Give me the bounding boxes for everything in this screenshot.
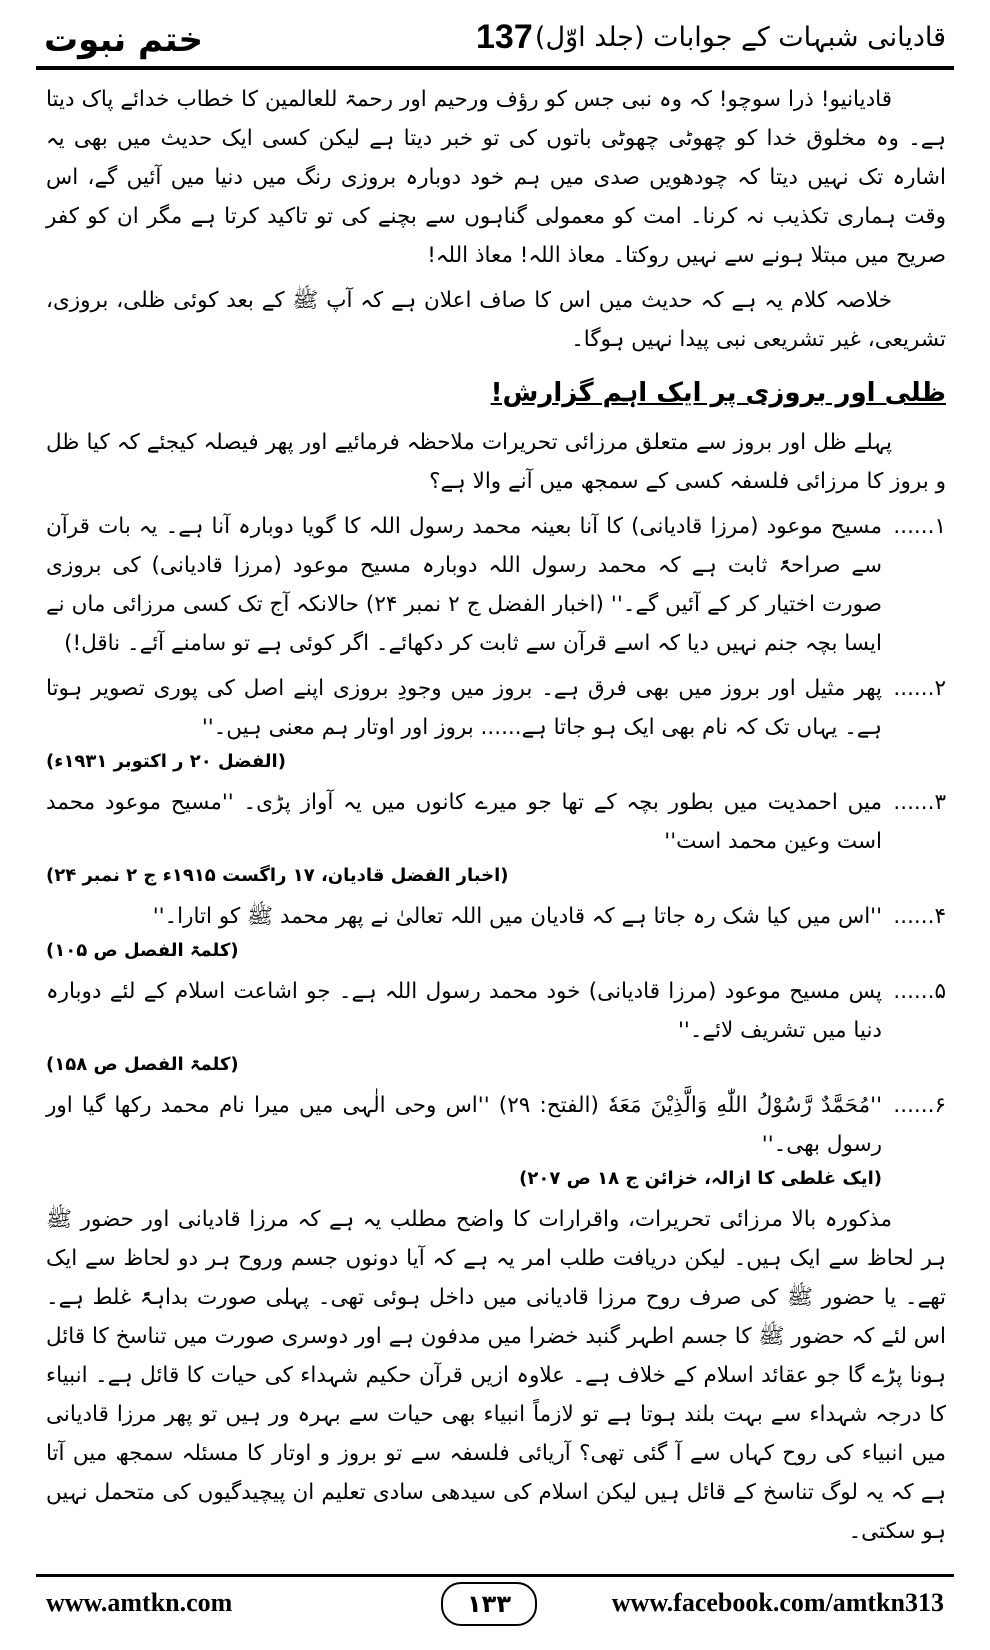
item-reference: (کلمۃ الفصل ص ۱۵۸) [46,1054,239,1075]
conclusion-paragraph: مذکورہ بالا مرزائی تحریرات، واقرارات کا واضح مطلب یہ ہے کہ مرزا قادیانی اور حضور ﷺ ہر لحاظ سے ایک ہیں۔ لیکن دریافت طلب امر یہ ہے کہ آیا دونوں جسم وروح ہر دو لحاظ سے ایک تھے۔ یا حضور ﷺ کی صرف روح مرزا قادیانی میں داخل ہوئی تھی۔ پہلی صورت بداہۃً غلط ہے۔ اس لئے کہ حضور ﷺ کا جسم اطہر گنبد خضرا میں مدفون ہے اور دوسری صورت میں تناسخ کا قائل ہونا پڑے گا جو عقائد اسلام کے خلاف ہے۔ علاوہ ازیں قرآن حکیم شہداء کی حیات کا قائل ہے۔ انبیاء کا درجہ شہداء سے بہت بلند ہوتا ہے تو لازماً انبیاء بھی حیات سے بہرہ ور ہیں تو پھر مرزا قادیانی میں انبیاء کی روح کہاں سے آ گئی تھی؟ آریائی فلسفہ سے تو بروز و اوتار کا مسئلہ سمجھ میں آتا ہے کہ یہ لوگ تناسخ کے قائل ہیں لیکن اسلام کی سیدھی سادی تعلیم ان پیچیدگیوں کی متحمل نہیں ہو سکتی۔ [46,1207,946,1544]
item-number: ۲...... [893,676,946,701]
footer-divider [36,1574,954,1577]
page [36,16,954,1631]
item-text: ''اس میں کیا شک رہ جاتا ہے کہ قادیان میں اللہ تعالیٰ نے پھر محمد ﷺ کو اتارا۔'' [152,904,882,929]
list-item [46,669,946,777]
facebook-link[interactable]: www.facebook.com/amtkn313 [611,1588,944,1617]
item-text: ''مُحَمَّدٌ رَّسُوْلُ اللّٰهِ وَالَّذِيْنَ مَعَهٗ (الفتح: ۲۹) ''اس وحی الٰہی میں میرا نام محمد رکھا گیا اور رسول بھی۔'' [46,1093,882,1157]
paragraph-2: خلاصہ کلام یہ ہے کہ حدیث میں اس کا صاف اعلان ہے کہ آپ ﷺ کے بعد کوئی ظلی، بروزی، تشریعی، غیر تشریعی نبی پیدا نہیں ہوگا۔ [46,288,946,352]
website-link[interactable]: www.amtkn.com [46,1588,233,1617]
item-reference: (ایک غلطی کا ازالہ، خزائن ج ۱۸ ص ۲۰۷) [519,1168,882,1189]
footer-page-number: ۱۳۳ [441,1582,537,1626]
item-number: ۶...... [893,1093,946,1118]
list-item [46,897,946,966]
page-header [36,16,954,62]
item-number: ۱...... [893,514,946,539]
header-page-number: 137 [476,18,533,56]
brand-title: ختم نبوت [44,20,204,60]
item-number: ۴...... [893,904,946,929]
item-number: ۳...... [893,790,946,815]
item-text: میں احمدیت میں بطور بچہ کے تھا جو میرے کانوں میں یہ آواز پڑی۔ ''مسیح موعود محمد است وعین محمد است'' [46,790,882,854]
intro-paragraph: پہلے ظل اور بروز سے متعلق مرزائی تحریرات ملاحظہ فرمائیے اور پھر فیصلہ کیجئے کہ کیا ظل و بروز کا مرزائی فلسفہ کسی کے سمجھ میں آنے والا ہے؟ [46,430,946,494]
item-reference: (الفضل ۲۰ ر اکتوبر ۱۹۳۱ء) [46,751,286,772]
list-item [46,972,946,1080]
item-text: پھر مثیل اور بروز میں بھی فرق ہے۔ بروز میں وجودِ بروزی اپنے اصل کی پوری تصویر ہوتا ہے۔ یہاں تک کہ نام بھی ایک ہو جاتا ہے...... بروز اور اوتار ہم معنی ہیں۔'' [46,676,882,740]
section-heading: ظلی اور بروزی پر ایک اہم گزارش! [490,378,946,408]
item-number: ۵...... [893,979,946,1004]
item-reference: (اخبار الفضل قادیان، ۱۷ راگست ۱۹۱۵ء ج ۲ نمبر ۲۴) [46,865,509,886]
list-item [46,783,946,891]
header-divider [36,66,954,70]
page-footer [36,1582,954,1630]
book-title: قادیانی شبہات کے جوابات (جلد اوّل) [534,22,946,53]
paragraph-1: قادیانیو! ذرا سوچو! کہ وہ نبی جس کو رؤف ورحیم اور رحمۃ للعالمین کا خطاب خدائے پاک دیتا ہے۔ وہ مخلوق خدا کو چھوٹی چھوٹی باتوں کی تو خبر دیتا ہے لیکن کسی ایک حدیث میں بھی یہ اشارہ تک نہیں دیتا کہ چودھویں صدی میں ہم خود دوبارہ بروزی رنگ میں دنیا میں آئیں گے، اس وقت ہماری تکذیب نہ کرنا۔ امت کو معمولی گناہوں سے بچنے کی تو تاکید کرتا ہے مگر ان کو کفر صریح میں مبتلا ہونے سے نہیں روکتا۔ معاذ اللہ! معاذ اللہ! [46,87,946,268]
item-reference: (کلمۃ الفصل ص ۱۰۵) [46,940,239,961]
list-item [46,507,946,663]
item-text: مسیح موعود (مرزا قادیانی) کا آنا بعینہ محمد رسول اللہ کا گویا دوبارہ آنا ہے۔ یہ بات قرآن سے صراحۃً ثابت ہے کہ محمد رسول اللہ دوبارہ مسیح موعود (مرزا قادیانی) کی بروزی صورت اختیار کر کے آئیں گے۔'' (اخبار الفضل ج ۲ نمبر ۲۴) حالانکہ آج تک کسی مرزائی ماں نے ایسا بچہ جنم نہیں دیا کہ اسے قرآن سے ثابت کر دکھائے۔ اگر کوئی ہے تو سامنے آئے۔ ناقل!) [46,514,882,656]
page-body [46,80,946,1557]
item-text: پس مسیح موعود (مرزا قادیانی) خود محمد رسول اللہ ہے۔ جو اشاعت اسلام کے لئے دوبارہ دنیا میں تشریف لائے۔'' [46,979,882,1043]
list-item [46,1086,946,1194]
